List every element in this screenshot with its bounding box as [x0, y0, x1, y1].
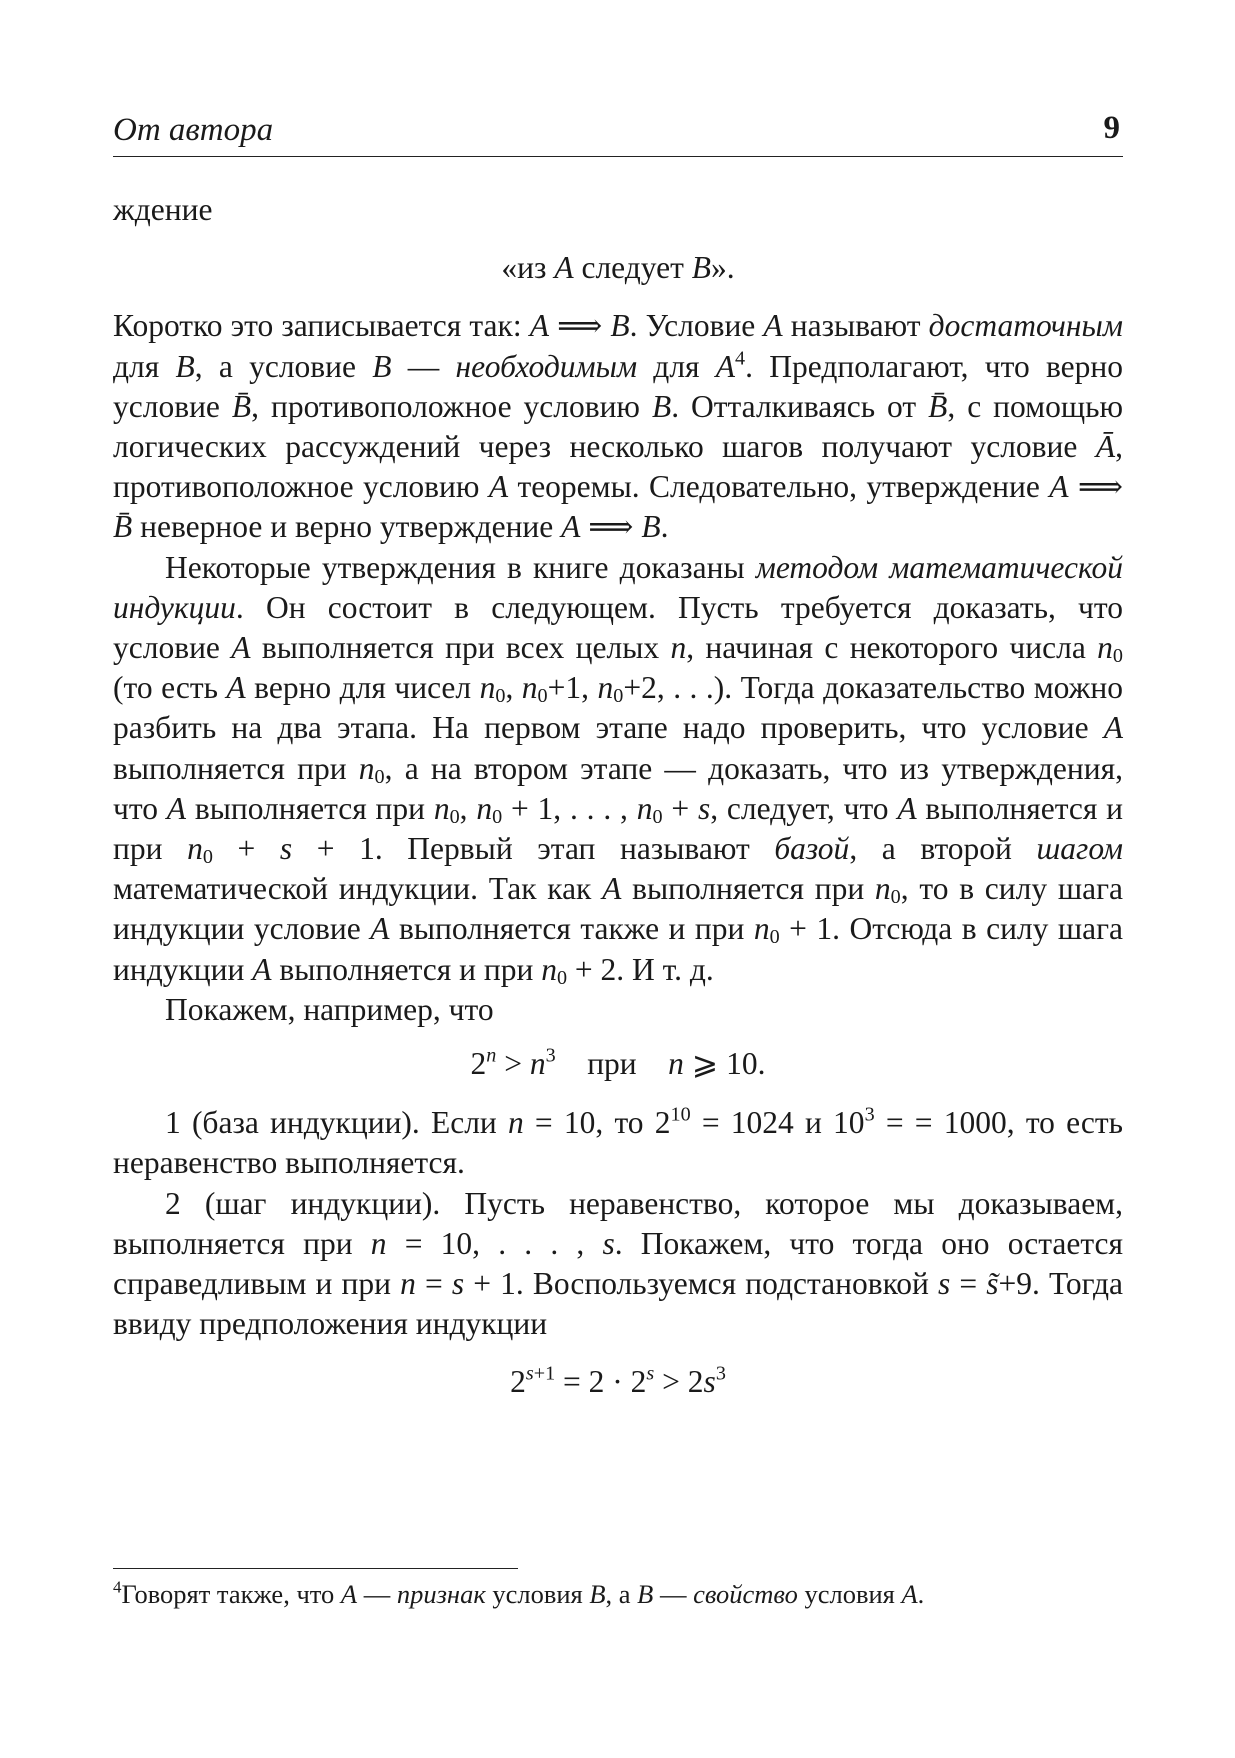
footnote [113, 1577, 1123, 1611]
footnote-rule [113, 1568, 518, 1569]
page-number: 9 [1103, 110, 1120, 146]
display-statement: «из A следует B». [501, 250, 735, 286]
paragraph-example: Покажем, например, что [165, 991, 494, 1027]
body-text [113, 190, 1123, 1403]
running-title: От автора [113, 112, 274, 148]
paragraph-implication: Коротко это записывается так: A ⟹ B. Условие A называют достаточным для B, а условие B — необходимым для $A^4$. Предполагают, что верно условие B̄, противоположное условию B. Отталкиваясь от B̄, с помощью логических рассуждений через несколько шагов получают условие Ā, противоположное условию A теоремы. Следовательно, утверждение A ⟹ B̄ неверное и верно утверждение A ⟹ B. [113, 308, 1123, 545]
display-formula: $2^{s+1} = 2 \cdot 2^s > 2s^3$ [510, 1363, 726, 1400]
paragraph-induction: Некоторые утверждения в книге доказаны методом математической индукции. Он состоит в следующем. Пусть требуется доказать, что условие A выполняется при всех целых n, начиная с некоторого числа $n_0$ (то есть A верно для чисел $n_0$, $n_0+1$, $n_0+2$, . . .). Тогда доказательство можно разбить на два этапа. На первом этапе надо проверить, что условие A выполняется при $n_0$, а на втором этапе — доказать, что из утверждения, что A выполняется при $n_0$, $n_0 + 1$, . . . , $n_0 + s$, следует, что A выполняется и при $n_0 + s + 1$. Первый этап называют базой, а второй шагом математической индукции. Так как A выполняется при $n_0$, то в силу шага индукции условие A выполняется также и при $n_0 + 1$. Отсюда в силу шага индукции A выполняется и при $n_0 + 2$. И т. д. [113, 549, 1124, 989]
running-header [113, 108, 1123, 157]
paragraph-base: 1 (база индукции). Если n = 10, то $2^{10} = 1024$ и $10^3$ = = 1000, то есть неравенство выполняется. [113, 1103, 1123, 1181]
display-inequality: $2^n > n^3$ при n ⩾ 10. [470, 1044, 766, 1082]
footnote-text: $^4$Говорят также, что A — признак условия B, а B — свойство условия A. [113, 1577, 925, 1609]
paragraph-continuation: ждение [113, 192, 213, 227]
paragraph-step: 2 (шаг индукции). Пусть неравенство, которое мы доказываем, выполняется при n = 10, . . . , s. Покажем, что тогда оно остается справедливым и при n = s + 1. Воспользуемся подстановкой s = s̃+9. Тогда ввиду предположения индукции [113, 1185, 1124, 1342]
